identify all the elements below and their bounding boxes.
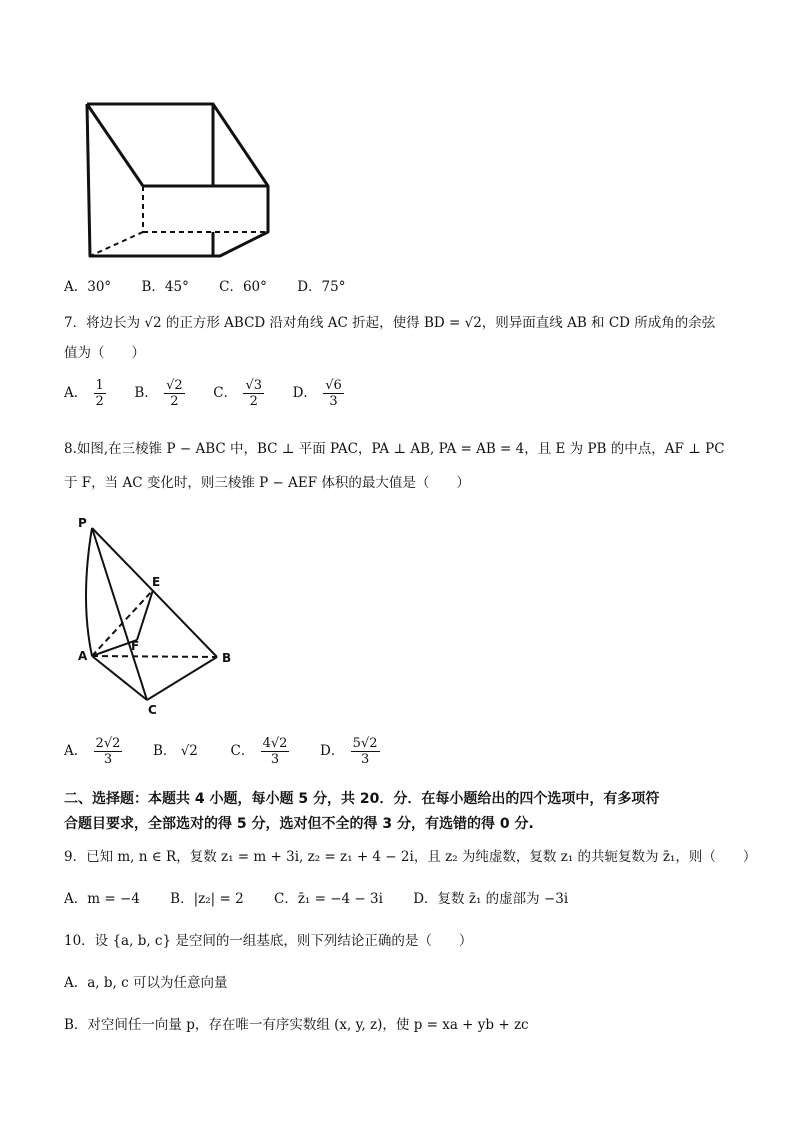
q8-label-p: P <box>78 516 87 530</box>
q9-option-a: A．m = −4 <box>64 891 140 907</box>
q8-stem-line2: 于 F，当 AC 变化时，则三棱锥 P − AEF 体积的最大值是（ ） <box>64 475 470 491</box>
q8-options <box>64 736 382 767</box>
q8-label-b: B <box>222 651 232 665</box>
q10-stem: 10．设 {a, b, c} 是空间的一组基底，则下列结论正确的是（ ） <box>64 933 473 949</box>
q7-stem-line2: 值为（ ） <box>64 345 145 361</box>
q10-option-b: B．对空间任一向量 p，存在唯一有序实数组 (x, y, z)，使 p = xa + yb + zc <box>64 1017 529 1033</box>
q7-option-c-label: C． <box>213 385 238 401</box>
q8-option-a-label: A． <box>64 743 88 759</box>
q8-label-e: E <box>152 575 161 589</box>
q9-stem: 9．已知 m, n ∈ R，复数 z₁ = m + 3i, z₂ = z₁ + 4 − 2i，且 z₂ 为纯虚数，复数 z₁ 的共轭复数为 z̄₁，则（ ） <box>64 849 757 865</box>
q7-options <box>64 378 346 409</box>
q7-option-a-value: $\frac{1}{2}$ <box>95 378 104 409</box>
q7-option-d-value: $\frac{√6}{3}$ <box>325 378 342 409</box>
q10-option-a: A．a, b, c 可以为任意向量 <box>64 975 228 991</box>
q8-option-a-value: $\frac{2√2}{3}$ <box>95 736 121 767</box>
q8-label-c: C <box>148 703 157 717</box>
q9-option-d: D．复数 z̄₁ 的虚部为 −3i <box>413 891 569 907</box>
q8-label-a: A <box>78 649 88 663</box>
q6-option-b: B．45° <box>141 279 189 295</box>
q7-option-d-label: D． <box>292 385 317 401</box>
q8-stem-line1: 8.如图,在三棱锥 P − ABC 中，BC ⊥ 平面 PAC，PA ⊥ AB, PA = AB = 4，且 E 为 PB 的中点，AF ⊥ PC <box>64 441 725 457</box>
q9-option-b: B．|z₂| = 2 <box>170 891 244 907</box>
q8-option-d-value: $\frac{5√2}{3}$ <box>352 736 378 767</box>
q7-option-b-value: $\frac{√2}{2}$ <box>166 378 183 409</box>
q9-option-c: C．z̄₁ = −4 − 3i <box>273 891 383 907</box>
q8-option-b-label: B． <box>152 743 177 759</box>
q7-option-b-label: B． <box>134 385 158 401</box>
q7-option-c-value: $\frac{√3}{2}$ <box>245 378 262 409</box>
q6-option-d: D．75° <box>297 279 346 295</box>
q7-stem-line1: 7．将边长为 √2 的正方形 ABCD 沿对角线 AC 折起，使得 BD = √2，则异面直线 AB 和 CD 所成角的余弦 <box>64 315 716 331</box>
q8-option-c-value: $\frac{4√2}{3}$ <box>262 736 288 767</box>
q8-label-f: F <box>131 639 140 653</box>
q8-option-d-label: D． <box>320 743 345 759</box>
q8-option-c-label: C． <box>230 743 255 759</box>
q6-option-c: C．60° <box>219 279 267 295</box>
section2-heading-line2: 合题目要求，全部选对的得 5 分，选对但不全的得 3 分，有选错的得 0 分. <box>64 816 534 832</box>
section2-heading-line1: 二、选择题：本题共 4 小题，每小题 5 分，共 20．分．在每小题给出的四个选项中，有多项符 <box>64 791 660 807</box>
q8-option-b-value: √2 <box>180 743 198 759</box>
q7-option-a-label: A． <box>64 385 88 401</box>
q6-option-a: A．30° <box>64 279 112 295</box>
